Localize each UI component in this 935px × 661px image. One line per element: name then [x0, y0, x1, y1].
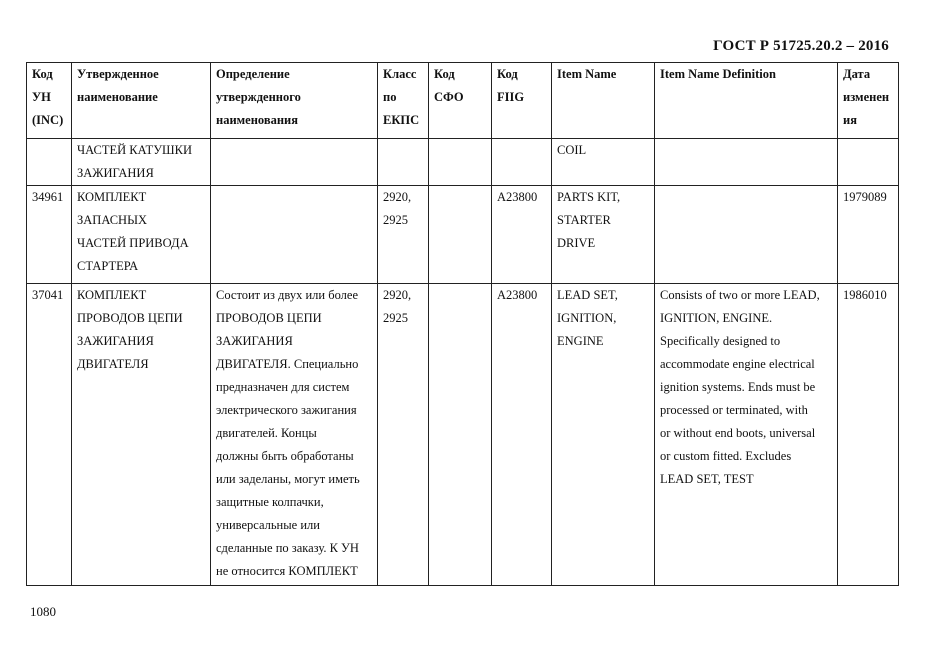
cell-change-date: 1986010	[838, 284, 899, 586]
cell-inc-code	[27, 139, 72, 186]
cell-item-name-definition	[655, 186, 838, 284]
cell-sfo-code	[429, 284, 492, 586]
column-header-name-definition: Определение утвержденного наименования	[211, 63, 378, 139]
column-header-inc-code: Код УН (INC)	[27, 63, 72, 139]
cell-inc-code: 34961	[27, 186, 72, 284]
table-header-row	[27, 63, 899, 139]
page-number: 1080	[30, 604, 56, 619]
table-row	[27, 186, 899, 284]
cell-approved-name: КОМПЛЕКТ ПРОВОДОВ ЦЕПИ ЗАЖИГАНИЯ ДВИГАТЕЛЯ	[72, 284, 211, 586]
column-header-sfo-code: Код СФО	[429, 63, 492, 139]
column-header-item-name: Item Name	[552, 63, 655, 139]
cell-fiig-code: A23800	[492, 186, 552, 284]
cell-item-name-definition	[655, 139, 838, 186]
cell-name-definition: Состоит из двух или более ПРОВОДОВ ЦЕПИ ЗАЖИГАНИЯ ДВИГАТЕЛЯ. Специально предназначен для систем электрического зажигания двигателей. Концы должны быть обработаны или заделаны, могут иметь защитные колпачки, универсальные или сделанные по заказу. К УН не относится КОМПЛЕКТ	[211, 284, 378, 586]
column-header-ekps-class: Класс по ЕКПС	[378, 63, 429, 139]
cell-item-name: LEAD SET, IGNITION, ENGINE	[552, 284, 655, 586]
column-header-item-name-definition: Item Name Definition	[655, 63, 838, 139]
cell-item-name: PARTS KIT, STARTER DRIVE	[552, 186, 655, 284]
cell-fiig-code: A23800	[492, 284, 552, 586]
cell-name-definition	[211, 139, 378, 186]
cell-fiig-code	[492, 139, 552, 186]
cell-name-definition	[211, 186, 378, 284]
cell-sfo-code	[429, 186, 492, 284]
cell-change-date	[838, 139, 899, 186]
table-row	[27, 284, 899, 586]
cell-ekps-class: 2920, 2925	[378, 284, 429, 586]
cell-ekps-class	[378, 139, 429, 186]
cell-approved-name: ЧАСТЕЙ КАТУШКИ ЗАЖИГАНИЯ	[72, 139, 211, 186]
column-header-change-date: Дата изменен ия	[838, 63, 899, 139]
column-header-fiig-code: Код FIIG	[492, 63, 552, 139]
document-standard-header: ГОСТ Р 51725.20.2 – 2016	[713, 38, 889, 54]
cell-approved-name: КОМПЛЕКТ ЗАПАСНЫХ ЧАСТЕЙ ПРИВОДА СТАРТЕРА	[72, 186, 211, 284]
cell-item-name: COIL	[552, 139, 655, 186]
cell-item-name-definition: Consists of two or more LEAD, IGNITION, ENGINE. Specifically designed to accommodate engine electrical ignition systems. Ends must be processed or terminated, with or without end boots, universal or custom fitted. Excludes LEAD SET, TEST	[655, 284, 838, 586]
cell-inc-code: 37041	[27, 284, 72, 586]
cell-sfo-code	[429, 139, 492, 186]
table-row	[27, 139, 899, 186]
column-header-approved-name: Утвержденное наименование	[72, 63, 211, 139]
cell-change-date: 1979089	[838, 186, 899, 284]
classification-table	[26, 62, 899, 586]
cell-ekps-class: 2920, 2925	[378, 186, 429, 284]
